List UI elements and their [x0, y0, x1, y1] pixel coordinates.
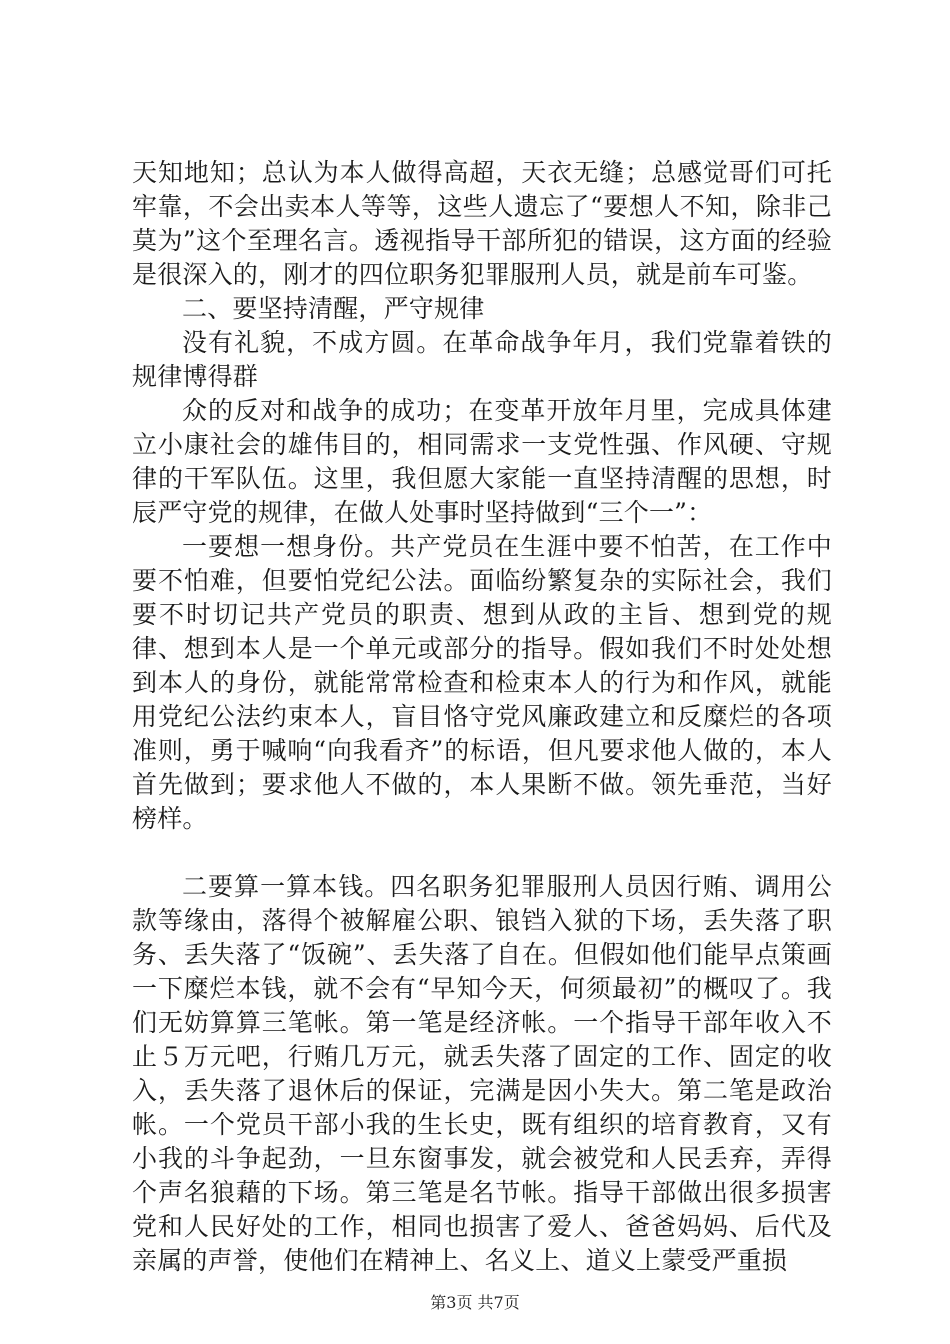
paragraph-continuation: 天知地知；总认为本人做得高超，天衣无缝；总感觉哥们可托牢靠，不会出卖本人等等，这些人遗忘了“要想人不知，除非己莫为”这个至理名言。透视指导干部所犯的错误，这方面的经验是很深入的，刚才的四位职务犯罪服刑人员，就是前车可鉴。: [132, 158, 832, 289]
paragraph-intro: 没有礼貌，不成方圆。在革命战争年月，我们党靠着铁的规律博得群: [132, 328, 832, 391]
section-heading: 二、要坚持清醒，严守规律: [182, 294, 485, 323]
paragraph-point-two: 二要算一算本钱。四名职务犯罪服刑人员因行贿、调用公款等缘由，落得个被解雇公职、锒铛入狱的下场，丢失落了职务、丢失落了“饭碗”、丢失落了自在。但假如他们能早点策画一下糜烂本钱，就不会有“早知今天，何须最初”的概叹了。我们无妨算算三笔帐。第一笔是经济帐。一个指导干部年收入不止５万元吧，行贿几万元，就丢失落了固定的工作、固定的收入，丢失落了退休后的保证，完满是因小失大。第二笔是政治帐。一个党员干部小我的生长史，既有组织的培育教育，又有小我的斗争起劲，一旦东窗事发，就会被党和人民丢弃，弄得个声名狼藉的下场。第三笔是名节帐。指导干部做出很多损害党和人民好处的工作，相同也损害了爱人、爸爸妈妈、后代及亲属的声誉，使他们在精神上、名义上、道义上蒙受严重损: [132, 872, 832, 1275]
page-footer: 第3页 共7页: [430, 1293, 520, 1312]
document-body: [132, 156, 832, 1278]
paragraph-point-one: 一要想一想身份。共产党员在生涯中要不怕苦，在工作中要不怕难，但要怕党纪公法。面临纷繁复杂的实际社会，我们要不时切记共产党员的职责、想到从政的主旨、想到党的规律、想到本人是一个单元或部分的指导。假如我们不时处处想到本人的身份，就能常常检查和检束本人的行为和作风，就能用党纪公法约束本人，盲目恪守党风廉政建立和反糜烂的各项准则，勇于喊响“向我看齐”的标语，但凡要求他人做的，本人首先做到；要求他人不做的，本人果断不做。领先垂范，当好榜样。: [132, 532, 832, 833]
paragraph-body: 众的反对和战争的成功；在变革开放年月里，完成具体建立小康社会的雄伟目的，相同需求一支党性强、作风硬、守规律的干军队伍。这里，我但愿大家能一直坚持清醒的思想，时辰严守党的规律，在做人处事时坚持做到“三个一”：: [132, 396, 832, 527]
